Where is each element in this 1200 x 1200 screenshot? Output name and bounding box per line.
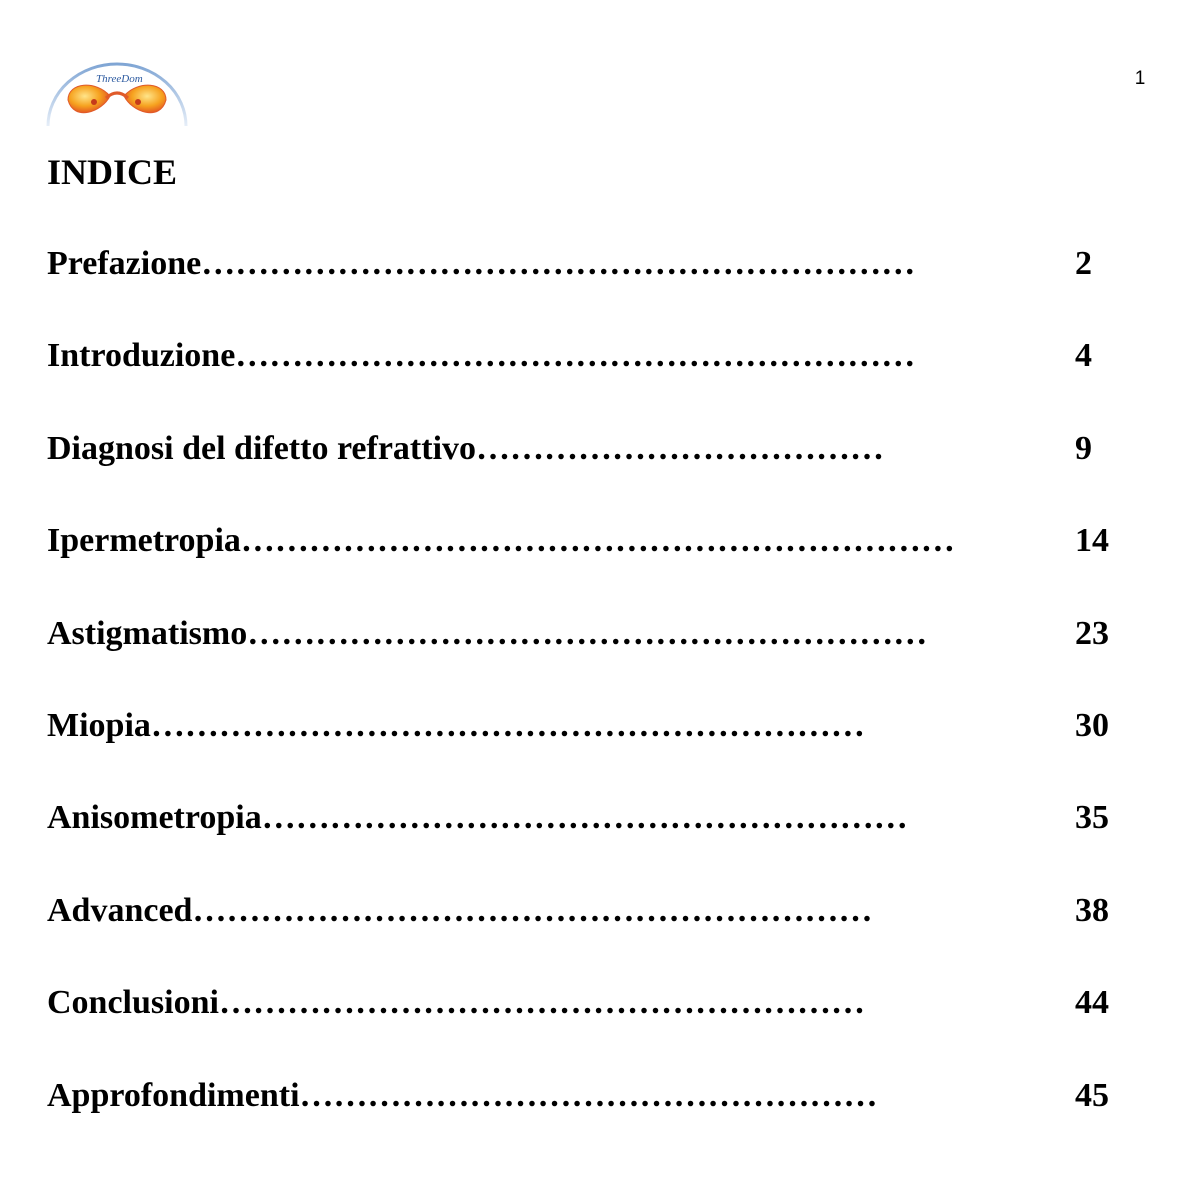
toc-entry-page-number: 4 bbox=[1075, 337, 1092, 375]
toc-entry-title: Anisometropia………………………………………………… bbox=[47, 799, 908, 837]
toc-entry-title: Introduzione…………………………………………………… bbox=[47, 337, 916, 375]
page-number: 1 bbox=[1134, 68, 1146, 89]
dot-leader: ……………………………………………………… bbox=[150, 706, 865, 744]
dot-leader: ………………………………………………… bbox=[261, 799, 908, 837]
toc-entry-conclusioni[interactable] bbox=[47, 976, 1127, 1068]
dot-leader: ………………………………………………… bbox=[218, 984, 865, 1022]
toc-entry-prefazione[interactable] bbox=[47, 237, 1127, 329]
toc-entry-page-number: 44 bbox=[1075, 984, 1109, 1022]
toc-entry-page-number: 45 bbox=[1075, 1076, 1109, 1114]
toc-entry-title: Astigmatismo…………………………………………………… bbox=[47, 614, 928, 652]
toc-entry-page-number: 35 bbox=[1075, 799, 1109, 837]
toc-entry-page-number: 38 bbox=[1075, 891, 1109, 929]
dot-leader: ……………………………………………………… bbox=[201, 245, 916, 282]
toc-entry-page-number: 2 bbox=[1075, 245, 1092, 282]
toc-entry-title: Ipermetropia……………………………………………………… bbox=[47, 522, 955, 560]
page-title: INDICE bbox=[47, 152, 178, 192]
toc-entry-introduzione[interactable] bbox=[47, 329, 1127, 421]
table-of-contents bbox=[47, 237, 1127, 1161]
toc-entry-title: Prefazione……………………………………………………… bbox=[47, 245, 916, 282]
dot-leader: …………………………………………………… bbox=[235, 337, 916, 375]
toc-entry-title: Diagnosi del difetto refrattivo……………………………… bbox=[47, 429, 885, 467]
toc-entry-page-number: 23 bbox=[1075, 614, 1109, 652]
toc-entry-title: Conclusioni………………………………………………… bbox=[47, 984, 865, 1022]
toc-entry-page-number: 14 bbox=[1075, 522, 1109, 560]
toc-entry-ipermetropia[interactable] bbox=[47, 514, 1127, 606]
dot-leader: ……………………………… bbox=[476, 429, 885, 467]
toc-entry-miopia[interactable] bbox=[47, 699, 1127, 791]
toc-entry-page-number: 9 bbox=[1075, 429, 1092, 467]
toc-entry-astigmatismo[interactable] bbox=[47, 607, 1127, 699]
toc-entry-page-number: 30 bbox=[1075, 706, 1109, 744]
toc-entry-diagnosi[interactable] bbox=[47, 422, 1127, 514]
dot-leader: …………………………………………………… bbox=[192, 891, 873, 929]
dot-leader: …………………………………………………… bbox=[247, 614, 928, 652]
threedom-logo bbox=[46, 60, 188, 128]
toc-entry-title: Miopia……………………………………………………… bbox=[47, 706, 865, 744]
dot-leader: …………………………………………… bbox=[299, 1076, 878, 1114]
toc-entry-advanced[interactable] bbox=[47, 884, 1127, 976]
logo-text: ThreeDom bbox=[96, 73, 143, 85]
dot-leader: ……………………………………………………… bbox=[240, 522, 955, 560]
toc-entry-anisometropia[interactable] bbox=[47, 791, 1127, 883]
toc-entry-approfondimenti[interactable] bbox=[47, 1069, 1127, 1161]
toc-entry-title: Approfondimenti…………………………………………… bbox=[47, 1076, 878, 1114]
toc-entry-title: Advanced…………………………………………………… bbox=[47, 891, 873, 929]
